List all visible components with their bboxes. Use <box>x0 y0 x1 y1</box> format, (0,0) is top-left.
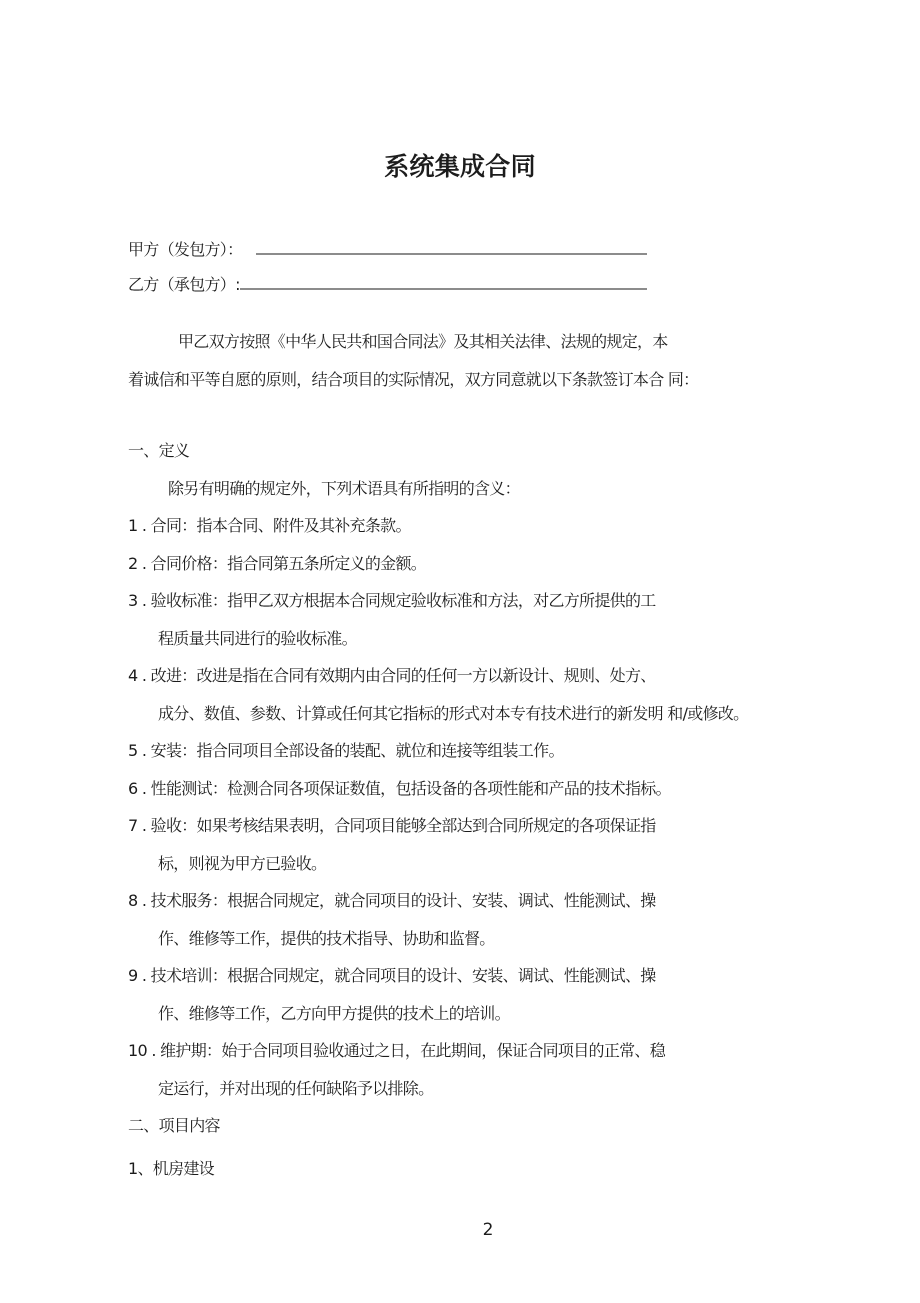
definition-item-8-continuation: 作、维修等工作，提供的技术指导、协助和监督。 <box>158 928 495 948</box>
section-definitions-intro: 除另有明确的规定外，下列术语具有所指明的含义： <box>168 478 520 498</box>
definition-item-10: 10 . 维护期：始于合同项目验收通过之日，在此期间，保证合同项目的正常、稳 <box>128 1041 666 1060</box>
party-b-row <box>128 267 647 302</box>
definition-item-9-continuation: 作、维修等工作，乙方向甲方提供的技术上的培训。 <box>158 1003 510 1023</box>
definition-item-9: 9 . 技术培训：根据合同规定，就合同项目的设计、安装、调试、性能测试、操 <box>128 966 656 985</box>
page-number: 2 <box>482 1220 494 1240</box>
parties-block <box>128 232 840 302</box>
intro-line-2: 着诚信和平等自愿的原则，结合项目的实际情况，双方同意就以下条款签订本合 同： <box>128 369 699 389</box>
party-a-label: 甲方（发包方）： <box>128 240 243 259</box>
intro-line-1: 甲乙双方按照《中华人民共和国合同法》及其相关法律、法规的规定，本 <box>178 332 668 351</box>
subsection-machine-room-heading: 1、机房建设 <box>128 1158 214 1178</box>
definition-item-8: 8 . 技术服务：根据合同规定，就合同项目的设计、安装、调试、性能测试、操 <box>128 891 656 910</box>
definition-item-7-continuation: 标，则视为甲方已验收。 <box>158 853 327 873</box>
definition-item-7: 7 . 验收：如果考核结果表明，合同项目能够全部达到合同所规定的各项保证指 <box>128 816 656 835</box>
definition-item-2: 2 . 合同价格：指合同第五条所定义的金额。 <box>128 553 427 573</box>
section-project-heading: 二、项目内容 <box>128 1116 220 1135</box>
document-title: 系统集成合同 <box>384 152 536 181</box>
definition-item-6: 6 . 性能测试：检测合同各项保证数值，包括设备的各项性能和产品的技术指标。 <box>128 778 671 798</box>
definition-item-4-continuation: 成分、数值、参数、计算或任何其它指标的形式对本专有技术进行的新发明 和/或修改。 <box>158 703 749 723</box>
party-b-label: 乙方（承包方）: <box>128 275 240 294</box>
party-a-blank-line <box>256 237 647 255</box>
party-b-blank-line <box>240 272 647 290</box>
definition-item-1: 1 . 合同：指本合同、附件及其补充条款。 <box>128 516 411 535</box>
definition-item-3: 3 . 验收标准：指甲乙双方根据本合同规定验收标准和方法，对乙方所提供的工 <box>128 591 656 610</box>
section-definitions-heading: 一、定义 <box>128 441 190 460</box>
definition-item-10-continuation: 定运行，并对出现的任何缺陷予以排除。 <box>158 1078 434 1098</box>
definition-item-3-continuation: 程质量共同进行的验收标准。 <box>158 628 357 648</box>
definition-item-5: 5 . 安装：指合同项目全部设备的装配、就位和连接等组装工作。 <box>128 741 564 760</box>
party-a-row <box>128 232 647 267</box>
definition-item-4: 4 . 改进：改进是指在合同有效期内由合同的任何一方以新设计、规则、处方、 <box>128 666 656 685</box>
